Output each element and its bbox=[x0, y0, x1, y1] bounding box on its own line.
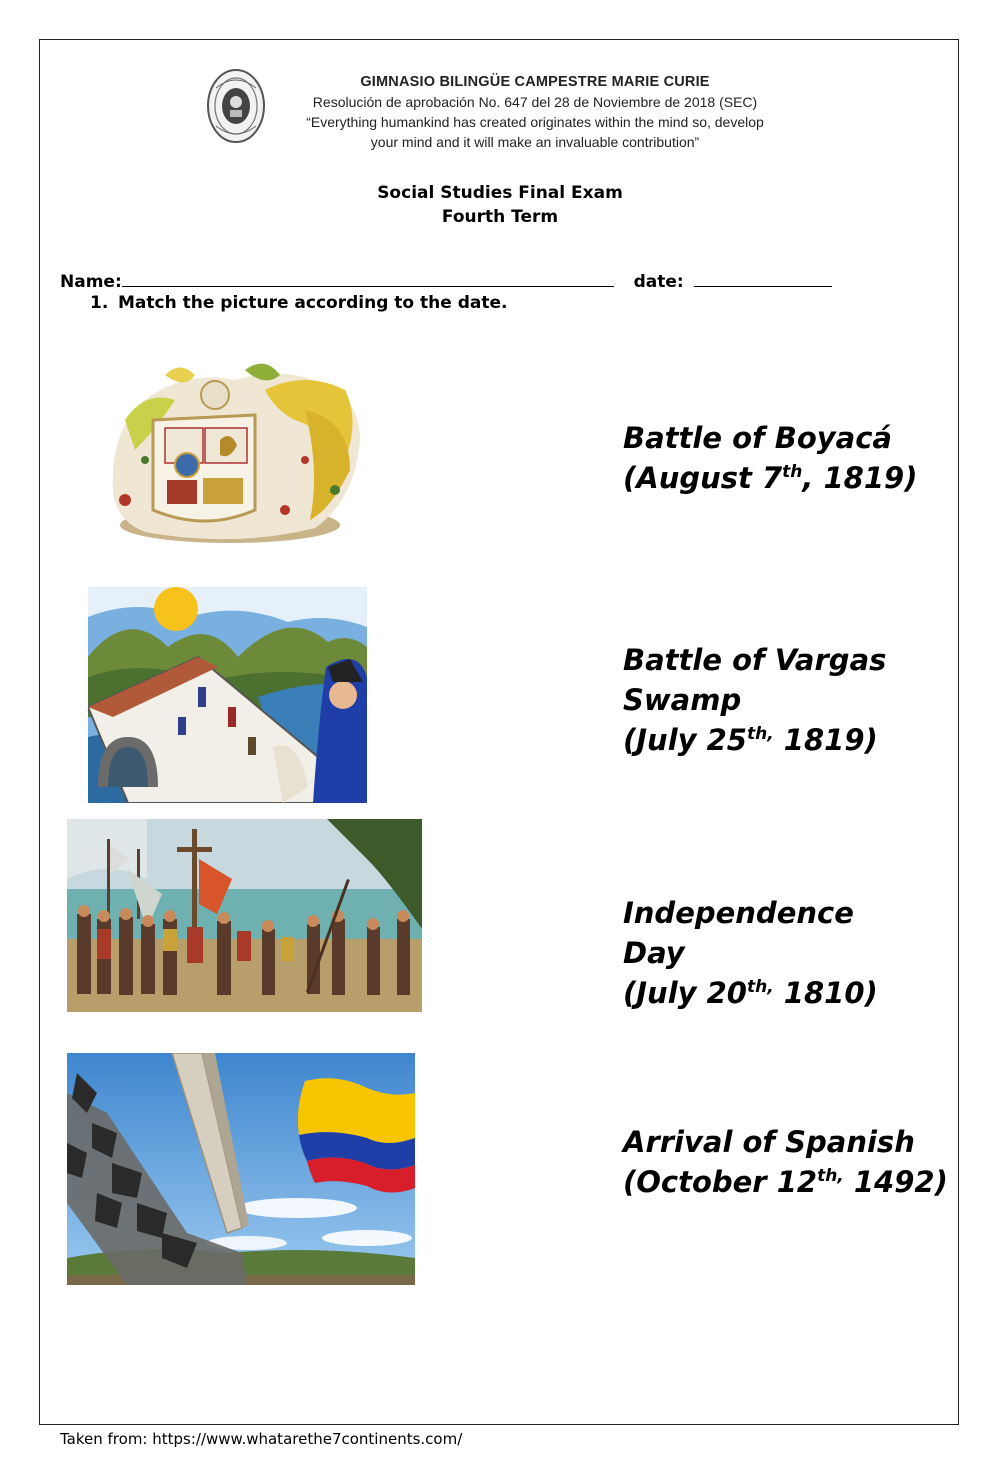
event-title: Battle of Boyacá bbox=[623, 421, 893, 455]
instruction bbox=[90, 293, 507, 313]
event-independence-day bbox=[623, 893, 878, 1013]
motto-line-2: your mind and it will make an invaluable contribution” bbox=[370, 134, 700, 150]
exam-term: Fourth Term bbox=[441, 207, 559, 227]
school-header bbox=[270, 72, 800, 152]
event-title-line-2: Swamp bbox=[623, 683, 742, 717]
event-title: Arrival of Spanish bbox=[623, 1125, 915, 1159]
name-field[interactable] bbox=[122, 268, 614, 287]
event-date: (July $25^{th,}$ 1819) bbox=[623, 723, 878, 757]
monument-with-flag-image[interactable] bbox=[67, 1053, 415, 1285]
event-battle-of-boyaca bbox=[623, 418, 917, 498]
date-field[interactable] bbox=[694, 268, 832, 287]
event-title-line-2: Day bbox=[623, 936, 685, 970]
school-seal-icon bbox=[206, 68, 266, 146]
source-footer: Taken from: https://www.whatarethe7continents.com/ bbox=[60, 1430, 463, 1448]
event-title: Battle of Vargas bbox=[623, 643, 887, 677]
exam-title: Social Studies Final Exam bbox=[377, 183, 623, 203]
event-arrival-of-spanish bbox=[623, 1122, 948, 1202]
event-battle-of-vargas-swamp bbox=[623, 640, 886, 760]
date-label: date: bbox=[633, 272, 684, 292]
bridge-battle-illustration-image[interactable] bbox=[88, 587, 367, 803]
name-label: Name: bbox=[60, 272, 122, 292]
instruction-text: Match the picture according to the date. bbox=[118, 293, 508, 313]
event-date: (August 7th, 1819) bbox=[623, 461, 918, 495]
name-date-line bbox=[60, 268, 832, 292]
instruction-number: 1. bbox=[90, 293, 109, 313]
coat-of-arms-ceramic-image[interactable] bbox=[105, 360, 363, 545]
motto-line-1: “Everything humankind has created originates within the mind so, develop bbox=[306, 114, 764, 130]
exam-title-block bbox=[0, 181, 1000, 229]
event-title: Independence bbox=[623, 896, 854, 930]
school-name: GIMNASIO BILINGÜE CAMPESTRE MARIE CURIE bbox=[360, 74, 710, 90]
event-date: (July $20^{th,}$ 1810) bbox=[623, 976, 878, 1010]
approval-resolution: Resolución de aprobación No. 647 del 28 de Noviembre de 2018 (SEC) bbox=[312, 94, 758, 110]
event-date: (October $12^{th,}$ 1492) bbox=[623, 1165, 948, 1199]
spanish-arrival-painting-image[interactable] bbox=[67, 819, 422, 1012]
